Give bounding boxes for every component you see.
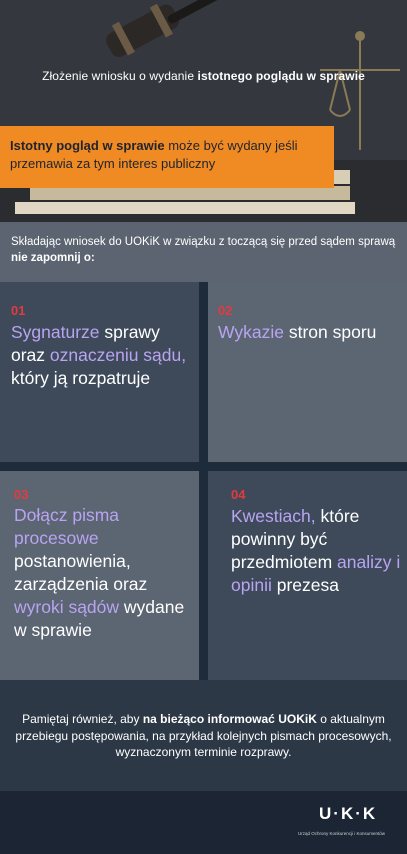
item-number: 01 [11,303,26,318]
checklist-grid [0,282,407,680]
footer-reminder: Pamiętaj również, aby na bieżąco informować UOKiK o aktualnym przebiegu postępowania, na przykład kolejnych pismach procesowych, wyznaczonym terminie rozprawy. [15,712,392,759]
checklist-item-01 [0,282,199,462]
item-number: 03 [14,487,29,502]
logo-caption: Urząd Ochrony Konkurencji i Konsumentów [298,831,386,836]
uokik-logo: U·K·K [319,804,378,823]
checklist-item-02 [208,282,407,462]
hero-title: Złożenie wniosku o wydanie istotnego poglądu w sprawie [42,69,365,83]
highlight-text: Istotny pogląd w sprawie może być wydany jeśli przemawia za tym interes publiczny [10,138,298,171]
intro-band [0,222,407,282]
hero-section [0,0,407,222]
checklist-item-04 [208,471,407,680]
item-text: Dołącz pisma procesowe postanowienia, zarządzenia oraz wyroki sądów wydane w sprawie [14,505,185,640]
highlight-box [0,126,334,188]
item-text: Wykazie stron sporu [218,322,377,342]
intro-text: Składając wniosek do UOKiK w związku z toczącą się przed sądem sprawą nie zapomnij o: [11,236,396,264]
item-text: Sygnaturze sprawy oraz oznaczeniu sądu, który ją rozpatruje [11,322,187,388]
item-number: 04 [231,487,246,502]
checklist-item-03 [0,471,199,680]
item-number: 02 [218,303,233,318]
item-text: Kwestiach, które powinny być przedmiotem analizy i opinii prezesa [231,506,401,595]
footer-section [0,680,407,854]
courtroom-photo [0,0,407,222]
